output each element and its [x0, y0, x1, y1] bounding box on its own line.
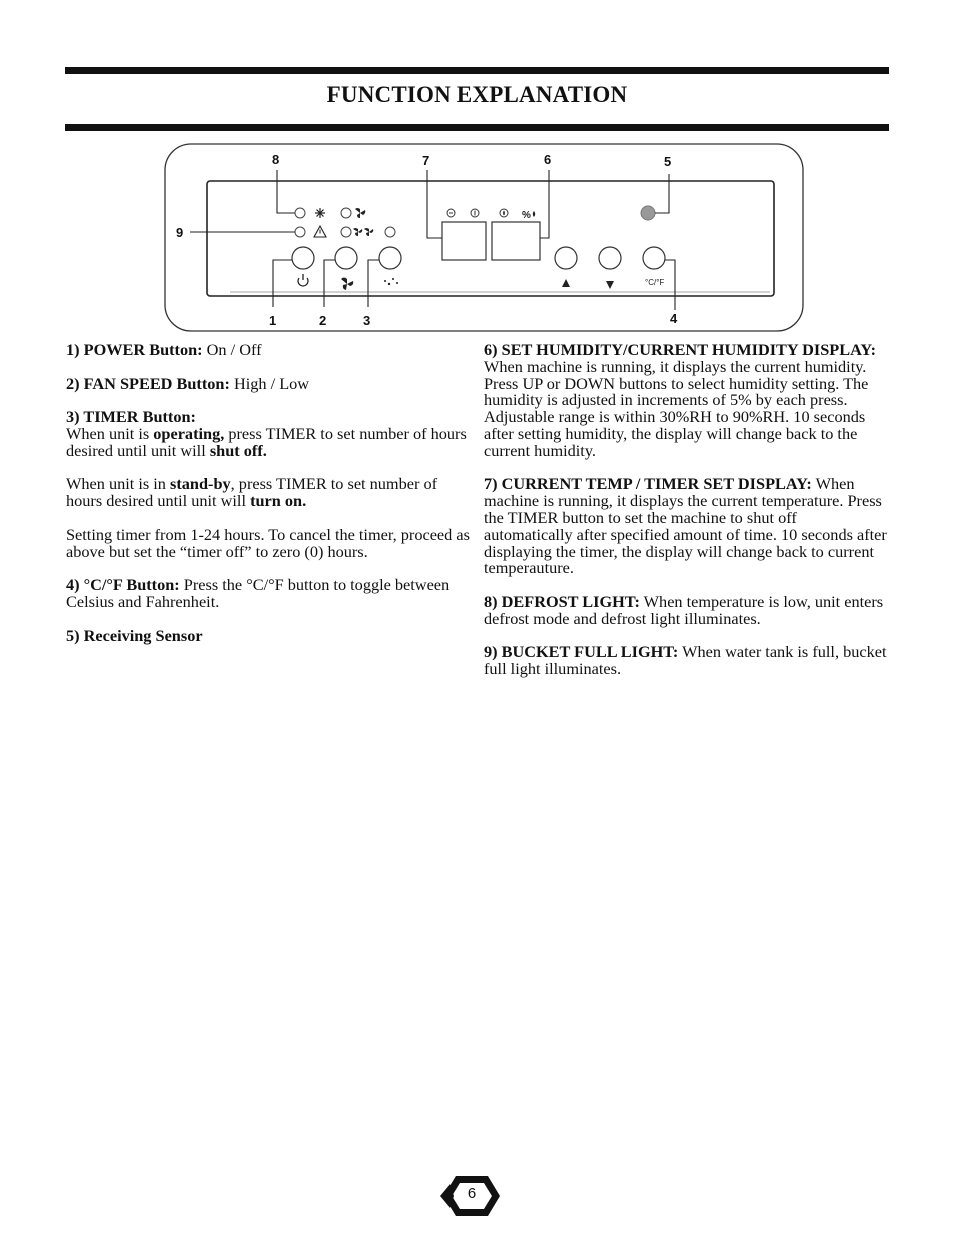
callout-lines [190, 170, 675, 310]
control-panel-diagram [160, 140, 810, 336]
top-rule [65, 67, 889, 74]
defrost-light-description: 8) DEFROST LIGHT: When temperature is low, unit enters defrost mode and defrost light illuminates. [484, 591, 884, 628]
callout-9: 9 [176, 225, 184, 240]
power-button[interactable] [292, 247, 314, 269]
power-button-description: 1) POWER Button: On / Off [66, 340, 262, 359]
callout-6: 6 [544, 152, 552, 167]
temp-timer-display-description: 7) CURRENT TEMP / TIMER SET DISPLAY: When machine is running, it displays the current temperature. Press the TIMER button to set the machine to shut off automatically after specified amount of time. 10 seconds after displaying the timer, the display will change back to current temperauture. [484, 474, 887, 578]
timer-light [385, 227, 395, 237]
right-column [484, 342, 889, 695]
fan-speed-button[interactable] [335, 247, 357, 269]
timer-sparkle-icon [384, 278, 398, 285]
panel-inner-frame [207, 181, 774, 296]
up-triangle-icon [562, 279, 570, 287]
bucket-full-light [295, 227, 305, 237]
celsius-fahrenheit-button[interactable] [643, 247, 665, 269]
humidity-drop-icon [500, 209, 508, 217]
fan-icon [341, 278, 353, 291]
panel-outer-frame [165, 144, 803, 331]
callout-5: 5 [664, 154, 672, 169]
unit-label: °C/°F [645, 278, 665, 287]
callout-1: 1 [269, 313, 277, 328]
fan-high-light [341, 227, 351, 237]
callout-4: 4 [670, 311, 678, 326]
temp-timer-display [442, 222, 486, 260]
fan-high-icon [353, 228, 373, 236]
receiving-sensor-description: 5) Receiving Sensor [66, 625, 203, 645]
left-column [66, 342, 471, 661]
thermometer-icon [471, 209, 479, 217]
humidity-percent-symbol: % [522, 210, 531, 221]
warning-triangle-icon [314, 226, 326, 237]
down-triangle-icon [606, 281, 614, 289]
bucket-full-light-description: 9) BUCKET FULL LIGHT: When water tank is full, bucket full light illuminates. [484, 642, 887, 679]
fan-speed-description: 2) FAN SPEED Button: High / Low [66, 373, 310, 393]
callout-2: 2 [319, 313, 327, 328]
callout-8: 8 [272, 152, 280, 167]
humidity-display-description: 6) SET HUMIDITY/CURRENT HUMIDITY DISPLAY: When machine is running, it displays the current humidity. Press UP or DOWN buttons to select humidity setting. The humidity is adjusted in increments of 5% by each press. Adjustable range is within 30%RH to 90%RH. 10 seconds after setting humidity, the display will change back to the current humidity. [484, 340, 877, 460]
clock-icon [447, 209, 455, 217]
timer-button-description: 3) TIMER Button: When unit is operating, press TIMER to set number of hours desired until unit will shut off. [66, 407, 467, 460]
fan-low-light [341, 208, 351, 218]
timer-cancel-description: Setting timer from 1-24 hours. To cancel the timer, proceed as above but set the “timer off” to zero (0) hours. [66, 524, 470, 561]
bottom-rule [65, 124, 889, 131]
callout-7: 7 [422, 153, 430, 168]
timer-button[interactable] [379, 247, 401, 269]
receiving-sensor [641, 206, 655, 220]
page-title: FUNCTION EXPLANATION [326, 82, 628, 107]
power-icon [298, 274, 308, 286]
humidity-display [492, 222, 540, 260]
up-button[interactable] [555, 247, 577, 269]
snowflake-icon [315, 208, 325, 218]
callout-3: 3 [363, 313, 371, 328]
timer-standby-description: When unit is in stand-by, press TIMER to set number of hours desired until unit will turn on. [66, 474, 438, 511]
page-number-badge [438, 1174, 506, 1218]
page-number: 6 [467, 1185, 477, 1202]
defrost-light [295, 208, 305, 218]
fan-low-icon [355, 208, 365, 218]
down-button[interactable] [599, 247, 621, 269]
celsius-fahrenheit-description: 4) °C/°F Button: Press the °C/°F button to toggle between Celsius and Fahrenheit. [66, 575, 450, 611]
